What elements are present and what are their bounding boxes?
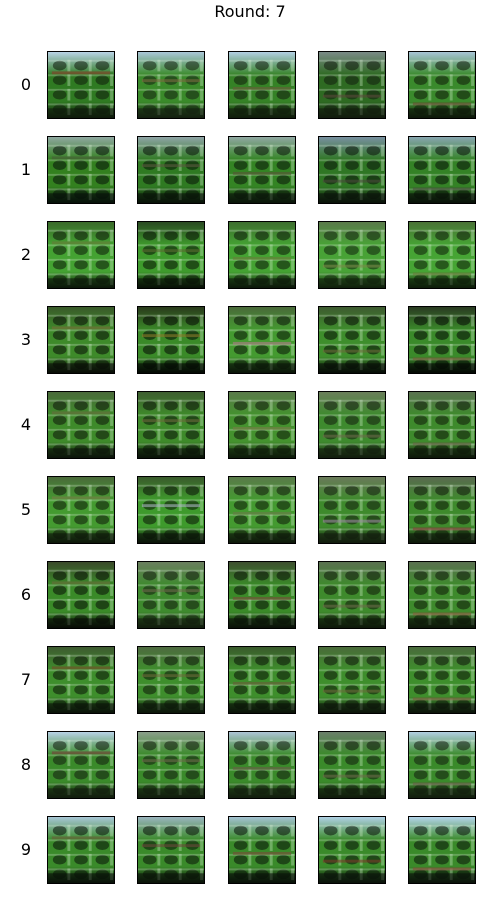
sample-image-icon (319, 647, 385, 713)
sample-image-icon (229, 222, 295, 288)
sample-image-icon (138, 307, 204, 373)
sample-tile (318, 306, 386, 374)
sample-image-icon (229, 562, 295, 628)
sample-tile (318, 391, 386, 459)
sample-tile (47, 221, 115, 289)
sample-tile (137, 221, 205, 289)
row-label: 2 (20, 245, 32, 264)
sample-image-icon (48, 647, 114, 713)
sample-tile (137, 51, 205, 119)
sample-image-icon (229, 477, 295, 543)
sample-tile (228, 646, 296, 714)
sample-tile (137, 816, 205, 884)
sample-tile (408, 391, 476, 459)
sample-image-icon (409, 647, 475, 713)
sample-tile (228, 306, 296, 374)
sample-tile (408, 221, 476, 289)
sample-tile (47, 476, 115, 544)
sample-image-icon (319, 392, 385, 458)
row-label: 6 (20, 585, 32, 604)
sample-tile (318, 561, 386, 629)
sample-image-icon (229, 817, 295, 883)
sample-image-icon (409, 732, 475, 798)
sample-tile (47, 731, 115, 799)
sample-tile (47, 646, 115, 714)
sample-image-icon (229, 392, 295, 458)
row-label: 1 (20, 160, 32, 179)
row-label: 7 (20, 670, 32, 689)
row-label: 9 (20, 840, 32, 859)
sample-tile (137, 391, 205, 459)
sample-tile (408, 136, 476, 204)
sample-image-icon (319, 52, 385, 118)
sample-image-icon (319, 222, 385, 288)
sample-image-icon (409, 52, 475, 118)
sample-tile (318, 136, 386, 204)
sample-image-icon (138, 222, 204, 288)
sample-image-icon (229, 307, 295, 373)
sample-tile (137, 136, 205, 204)
sample-image-icon (229, 52, 295, 118)
sample-tile (47, 136, 115, 204)
sample-image-icon (229, 732, 295, 798)
sample-tile (408, 646, 476, 714)
sample-image-icon (319, 307, 385, 373)
sample-tile (228, 221, 296, 289)
sample-image-icon (138, 477, 204, 543)
sample-tile (228, 476, 296, 544)
sample-image-icon (319, 732, 385, 798)
sample-tile (47, 816, 115, 884)
sample-tile (228, 391, 296, 459)
sample-image-icon (138, 647, 204, 713)
sample-image-icon (319, 477, 385, 543)
sample-tile (228, 816, 296, 884)
sample-tile (228, 51, 296, 119)
sample-tile (318, 646, 386, 714)
row-label: 0 (20, 75, 32, 94)
sample-image-icon (48, 307, 114, 373)
sample-image-icon (138, 817, 204, 883)
sample-image-icon (48, 817, 114, 883)
sample-tile (408, 51, 476, 119)
row-label: 8 (20, 755, 32, 774)
sample-image-icon (48, 477, 114, 543)
sample-tile (47, 306, 115, 374)
sample-image-icon (409, 562, 475, 628)
sample-tile (137, 646, 205, 714)
sample-tile (137, 306, 205, 374)
sample-image-icon (48, 392, 114, 458)
sample-tile (137, 731, 205, 799)
sample-tile (137, 476, 205, 544)
row-label: 4 (20, 415, 32, 434)
sample-tile (47, 391, 115, 459)
sample-tile (408, 561, 476, 629)
sample-image-icon (319, 562, 385, 628)
sample-image-icon (409, 222, 475, 288)
sample-image-icon (48, 137, 114, 203)
sample-image-icon (409, 392, 475, 458)
sample-image-icon (409, 137, 475, 203)
sample-tile (318, 816, 386, 884)
sample-image-icon (409, 477, 475, 543)
sample-image-icon (48, 562, 114, 628)
figure-title: Round: 7 (214, 2, 286, 21)
sample-image-icon (229, 137, 295, 203)
sample-tile (408, 306, 476, 374)
sample-image-icon (138, 137, 204, 203)
sample-image-icon (138, 732, 204, 798)
sample-image-icon (409, 307, 475, 373)
sample-tile (228, 731, 296, 799)
sample-tile (408, 816, 476, 884)
sample-tile (318, 51, 386, 119)
sample-image-icon (48, 732, 114, 798)
sample-tile (408, 731, 476, 799)
sample-image-icon (48, 52, 114, 118)
sample-image-icon (319, 817, 385, 883)
sample-image-icon (229, 647, 295, 713)
sample-tile (318, 731, 386, 799)
row-label: 5 (20, 500, 32, 519)
sample-image-icon (138, 392, 204, 458)
sample-image-icon (319, 137, 385, 203)
sample-tile (408, 476, 476, 544)
sample-tile (228, 561, 296, 629)
sample-image-icon (409, 817, 475, 883)
sample-tile (47, 51, 115, 119)
sample-image-icon (138, 562, 204, 628)
sample-tile (318, 476, 386, 544)
sample-image-icon (138, 52, 204, 118)
sample-image-icon (48, 222, 114, 288)
sample-tile (137, 561, 205, 629)
sample-tile (47, 561, 115, 629)
row-label: 3 (20, 330, 32, 349)
sample-tile (318, 221, 386, 289)
sample-tile (228, 136, 296, 204)
